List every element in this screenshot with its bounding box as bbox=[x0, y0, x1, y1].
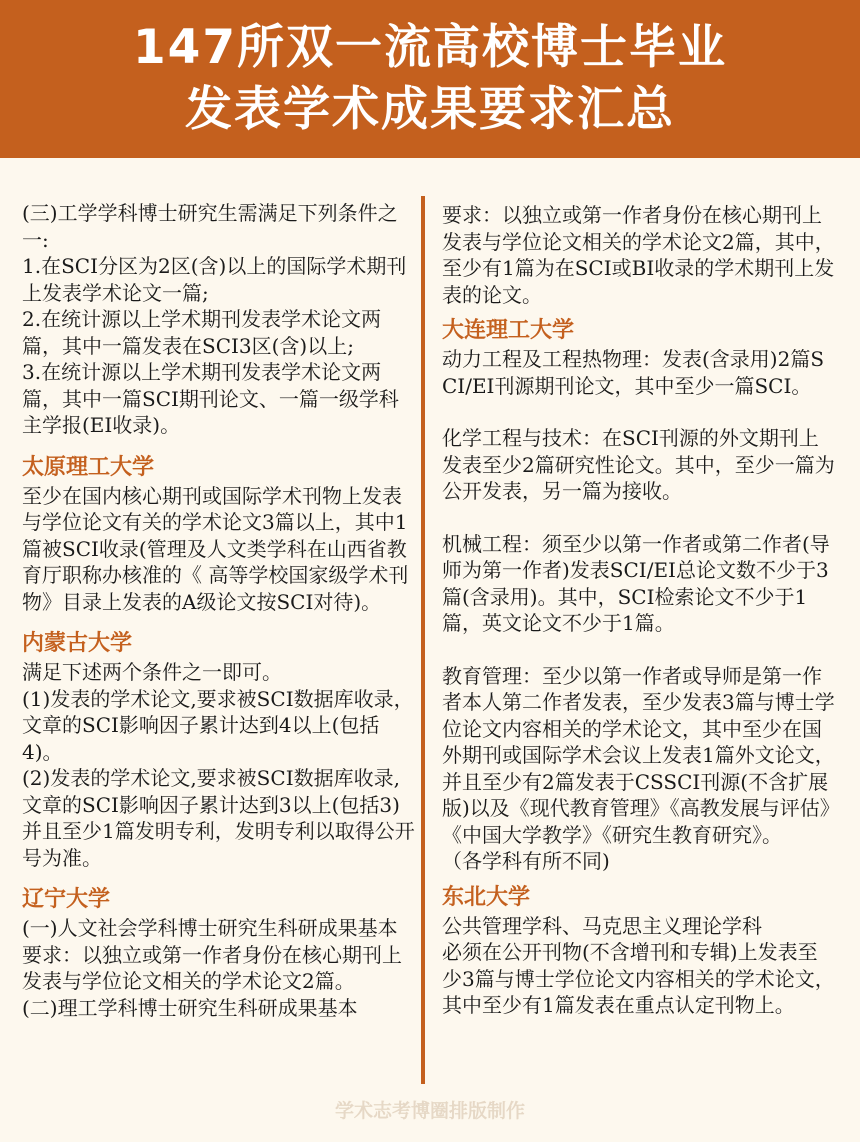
university-name-neimenggu: 内蒙古大学 bbox=[22, 631, 133, 656]
university-name-taiyuan: 太原理工大学 bbox=[22, 454, 155, 480]
column-divider bbox=[421, 196, 425, 1084]
requirement-dalian-education: 教育管理：至少以第一作者或导师是第一作者本人第二作者发表，至少发表3篇与博士学位论文内容相关的学术论文，其中至少在国外期刊或国际学术会议上发表1篇外文论文，并且至少有2篇发表于CSSCI刊源(不含扩展版)以及《现代教育管理》《高教发展与评估》《中国大学教学》《研究生教育研究》。 （各学科有所不同) bbox=[442, 663, 835, 873]
right-column bbox=[442, 202, 837, 1019]
requirement-dalian-chemical: 化学工程与技术：在SCI刊源的外文期刊上发表至少2篇研究性论文。其中，至少一篇为公开发表，另一篇为接收。 bbox=[442, 426, 835, 503]
requirement-neimenggu: 满足下述两个条件之一即可。 (1)发表的学术论文,要求被SCI数据库收录，文章的SCI影响因子累计达到4以上(包括4)。 (2)发表的学术论文,要求被SCI数据库收录,文章的SCI影响因子累计达到3以上(包括3)并且至少1篇发明专利，发明专利以取得公开号为准。 bbox=[22, 660, 415, 870]
watermark-text: 学术志考博圈排版制作 bbox=[334, 1100, 525, 1122]
intro-text: (三)工学学科博士研究生需满足下列条件之一: 1.在SCI分区为2区(含)以上的国际学术期刊上发表学术论文一篇; 2.在统计源以上学术期刊发表学术论文两篇，其中一篇发表在SCI3区(含)以上; 3.在统计源以上学术期刊发表学术论文两篇，其中一篇SCI期刊论文、一篇一级学科主学报(EI收录)。 bbox=[22, 201, 407, 437]
requirement-liaoning-continued: 要求：以独立或第一作者身份在核心期刊上发表与学位论文相关的学术论文2篇，其中，至少有1篇为在SCI或BI收录的学术期刊上发表的论文。 bbox=[442, 203, 835, 307]
page-title-line-2: 发表学术成果要求汇总 bbox=[185, 82, 675, 137]
requirement-dalian-power: 动力工程及工程热物理：发表(含录用)2篇SCI/EI刊源期刊论文，其中至少一篇SCI。 bbox=[442, 347, 825, 398]
requirement-dongbei: 公共管理学科、马克思主义理论学科 必须在公开刊物(不含增刊和专辑)上发表至少3篇与博士学位论文内容相关的学术论文，其中至少有1篇发表在重点认定刊物上。 bbox=[442, 913, 835, 1017]
requirement-dalian-mechanical: 机械工程：须至少以第一作者或第二作者(导师为第一作者)发表SCI/EI总论文数不少于3篇(含录用)。其中，SCI检索论文不少于1篇，英文论文不少于1篇。 bbox=[442, 531, 830, 635]
university-name-dalian: 大连理工大学 bbox=[442, 318, 575, 343]
requirement-taiyuan: 至少在国内核心期刊或国际学术刊物上发表与学位论文有关的学术论文3篇以上，其中1篇被SCI收录(管理及人文类学科在山西省教育厅职称办核准的《 高等学校国家级学术刊物》目录上发表的A级论文按SCI对待)。 bbox=[22, 483, 409, 614]
page-title-line-1: 147所双一流高校博士毕业 bbox=[132, 20, 728, 75]
requirement-liaoning: (一)人文社会学科博士研究生科研成果基本要求：以独立或第一作者身份在核心期刊上发表与学位论文相关的学术论文2篇。 (二)理工学科博士研究生科研成果基本 bbox=[22, 916, 402, 1020]
left-column bbox=[22, 200, 417, 1021]
header-banner bbox=[0, 0, 860, 158]
university-name-dongbei: 东北大学 bbox=[442, 884, 531, 910]
university-name-liaoning: 辽宁大学 bbox=[22, 887, 111, 912]
